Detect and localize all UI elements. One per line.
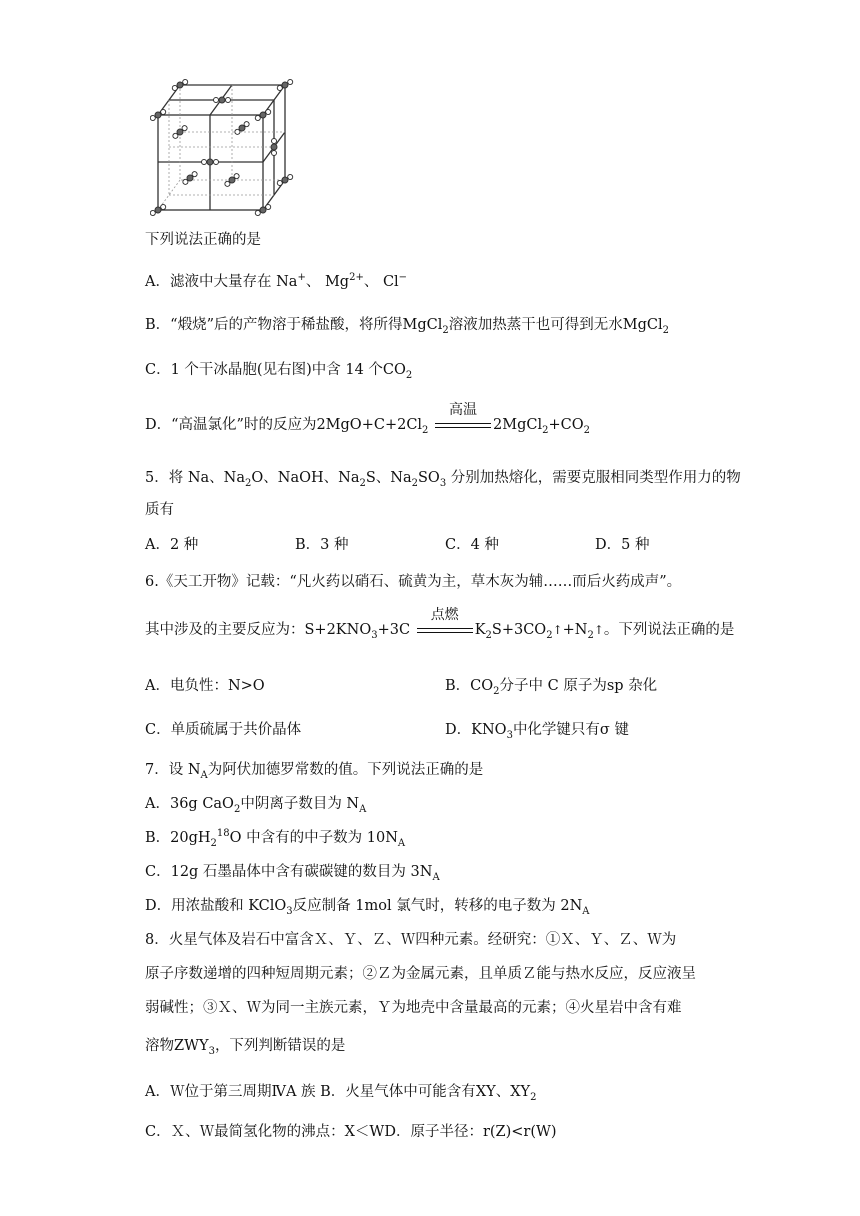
q5-option-c: C．4 种: [445, 537, 499, 553]
q6-option-a: A．电负性：N>O: [145, 678, 265, 694]
q7-option-a: A．36g CaO$_2$中阴离子数目为 $N_A$: [145, 796, 367, 815]
q5-option-d: D．5 种: [595, 537, 650, 553]
q8-line3: 弱碱性；③Ｘ、Ｗ为同一主族元素，Ｙ为地壳中含量最高的元素；④火星岩中含有难: [145, 1000, 682, 1016]
q7-option-c: C．12g 石墨晶体中含有碳碳键的数目为 $3N_A$: [145, 864, 440, 883]
q8-line2: 原子序数递增的四种短周期元素；②Ｚ为金属元素，且单质Ｚ能与热水反应，反应液呈: [145, 966, 696, 982]
q8-line4: 溶物$ZWY_3$，下列判断错误的是: [145, 1038, 346, 1057]
gas-up-arrow-icon: ↑: [552, 623, 563, 637]
reaction-condition-equals: 点燃: [417, 623, 473, 637]
q7-option-d: D．用浓盐酸和 KClO$_3$反应制备 1mol 氯气时，转移的电子数为 $2N_A$: [145, 898, 590, 917]
gas-up-arrow-icon: ↑: [593, 623, 604, 637]
q5-option-b: B．3 种: [295, 537, 349, 553]
q6-option-b: B．$CO_2$分子中 C 原子为sp 杂化: [445, 678, 658, 697]
dry-ice-unit-cell-figure: [150, 70, 315, 220]
q6-line2: 其中涉及的主要反应为：$S+2KNO_3+3C$ 点燃 $K_2S+3CO_2↑+N_2↑$。下列说法正确的是: [145, 607, 735, 641]
q4-option-a: A．滤液中大量存在 Na+、 $Mg^{2+}$、 Cl−: [145, 272, 408, 290]
q5-option-a: A．2 种: [145, 537, 199, 553]
q4-option-d: D．“高温氯化”时的反应为$2MgO+C+2Cl_2$ 高温 $2MgCl_2+CO_2$: [145, 402, 591, 436]
q6-line1: 6.《天工开物》记载：“凡火药以硝石、硫黄为主，草木灰为辅……而后火药成声”。: [145, 574, 682, 590]
q8-option-a-b: A．Ｗ位于第三周期ⅣA 族 B．火星气体中可能含有XY、$XY_2$: [145, 1084, 537, 1103]
reaction-condition-equals: 高温: [435, 418, 491, 432]
q6-option-c: C．单质硫属于共价晶体: [145, 722, 302, 738]
q7-stem: 7．设 $N_A$为阿伏加德罗常数的值。下列说法正确的是: [145, 762, 484, 781]
q5-line2: 质有: [145, 502, 174, 518]
q6-option-d: D．$KNO_3$中化学键只有σ 键: [445, 722, 629, 741]
q8-line1: 8．火星气体及岩石中富含Ｘ、Ｙ、Ｚ、Ｗ四种元素。经研究：①Ｘ、Ｙ、Ｚ、Ｗ为: [145, 932, 677, 948]
q7-option-b: B．$20gH_2^{18}O$ 中含有的中子数为 $10N_A$: [145, 828, 406, 849]
q8-option-c-d: C．Ｘ、Ｗ最简氢化物的沸点：X＜WD．原子半径：r(Z)<r(W): [145, 1124, 557, 1140]
q4-option-b: B．“煅烧”后的产物溶于稀盐酸，将所得MgCl$_2$溶液加热蒸干也可得到无水MgCl$_2$: [145, 317, 669, 336]
q4-option-c: C．1 个干冰晶胞(见右图)中含 14 个$CO_2$: [145, 362, 413, 381]
q4-stem: 下列说法正确的是: [145, 232, 261, 248]
q5-line1: 5．将 Na、$Na_2O$、NaOH、$Na_2S$、$Na_2SO_3$ 分别加热熔化，需要克服相同类型作用力的物: [145, 470, 741, 489]
